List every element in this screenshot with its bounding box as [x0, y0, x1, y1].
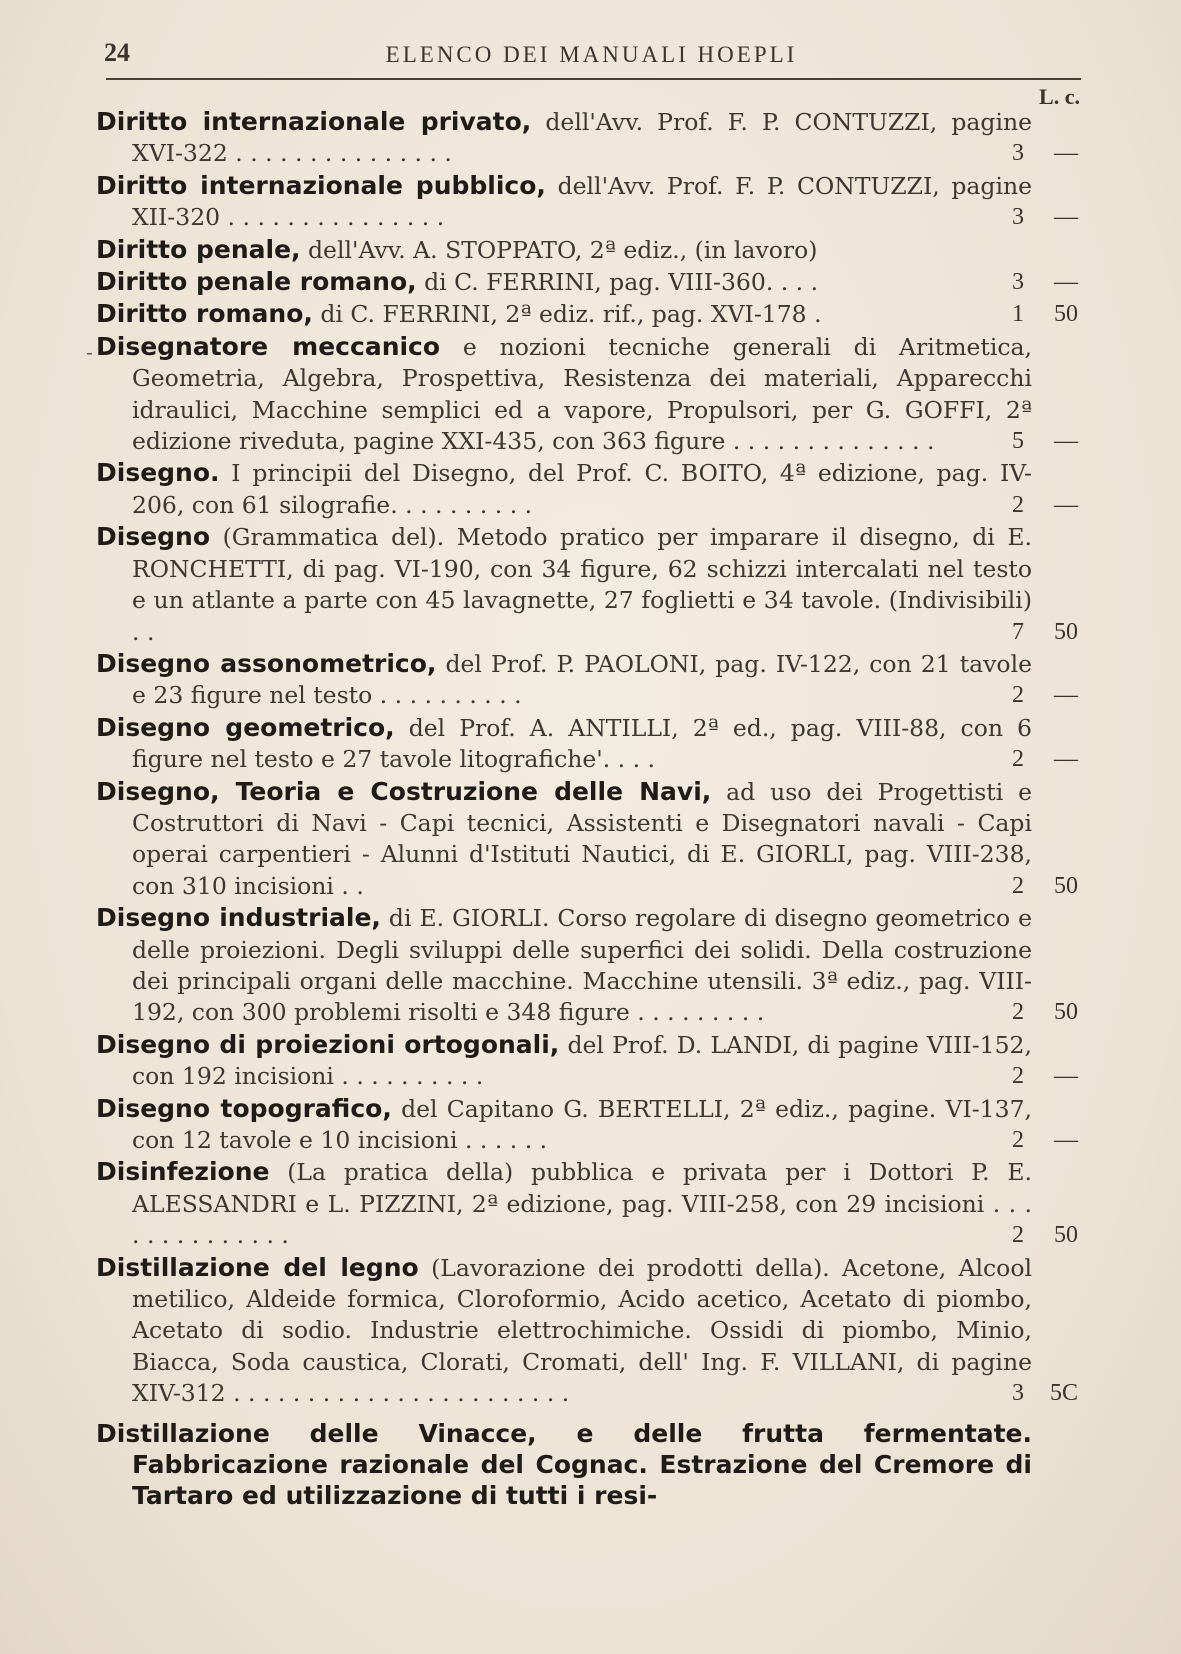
price-centesimi: 5C	[1049, 1380, 1078, 1407]
entry-text	[96, 521, 1032, 648]
entry-price	[1006, 235, 1086, 266]
entry-title: Disegno, Teoria e Costruzione delle Navi,	[96, 776, 712, 806]
entry-description: del Prof. P. PAOLONI, pag. IV-122, con 21 tavole e 23 figure nel testo . . . . . . . . . .	[132, 649, 1032, 710]
price-lire: 2	[1012, 491, 1024, 518]
entry-price	[1006, 997, 1086, 1028]
price-centesimi: —	[1054, 428, 1078, 455]
entry-title: Diritto penale,	[96, 234, 301, 264]
entry-title: Disegno topografico,	[96, 1093, 392, 1123]
entry-title: Disegno di proiezioni ortogonali,	[96, 1029, 560, 1059]
margin-mark: -	[86, 340, 93, 364]
entry-price	[1006, 871, 1086, 902]
entry-description: del Capitano G. BERTELLI, 2ª ediz., pagine. VI-137, con 12 tavole e 10 incisioni . . . . . .	[132, 1094, 1032, 1154]
entry-price	[1006, 680, 1086, 711]
entry-description: ad uso dei Progettisti e Costruttori di Navi - Capi tecnici, Assistenti e Disegnatori navali - Capi operai carpentieri - Alunni d'Istituti Nautici, di E. GIORLI, pag. VIII-238, con 310 incisioni . .	[132, 777, 1033, 900]
price-centesimi: 50	[1054, 618, 1078, 645]
price-centesimi: 50	[1054, 872, 1078, 899]
entry-price	[1006, 1220, 1086, 1251]
entry-price	[1006, 267, 1086, 298]
catalog-entry	[96, 331, 1086, 458]
catalog-entry	[96, 106, 1086, 170]
entry-text	[96, 331, 1032, 458]
entry-price	[1006, 490, 1086, 521]
entry-description: dell'Avv. A. STOPPATO, 2ª ediz., (in lavoro)	[300, 235, 818, 264]
price-centesimi: 50	[1054, 301, 1078, 328]
price-centesimi: —	[1054, 1063, 1078, 1090]
entry-title: Disegno.	[96, 458, 220, 488]
price-lire: 2	[1012, 1222, 1024, 1249]
price-centesimi: —	[1054, 746, 1078, 773]
price-lire: 5	[1012, 428, 1024, 455]
entry-description: di C. FERRINI, 2ª ediz. rif., pag. XVI-178 .	[312, 300, 822, 329]
entry-text	[96, 902, 1032, 1029]
entry-title: Disegnatore meccanico	[96, 331, 441, 361]
price-lire: 2	[1012, 1063, 1024, 1090]
entry-description: (Grammatica del). Metodo pratico per imparare il disegno, di E. RONCHETTI, di pag. VI-190, con 34 figure, 62 schizzi intercalati nel testo e un atlante a parte con 45 lavagnette, 27 foglietti e 34 tavole. (Indivisibili) . .	[132, 523, 1032, 646]
price-lire: 2	[1012, 682, 1024, 709]
page-header	[104, 38, 1079, 72]
price-lire: 2	[1012, 1127, 1024, 1153]
catalog-entry	[96, 712, 1086, 776]
price-centesimi: 50	[1054, 999, 1078, 1026]
price-centesimi: 50	[1054, 1222, 1078, 1249]
price-centesimi: —	[1054, 269, 1078, 296]
entry-description: dell'Avv. Prof. F. P. CONTUZZI, pagine XVI-322 . . . . . . . . . . . . . . .	[132, 108, 1032, 168]
entry-title: Distillazione del legno	[96, 1252, 419, 1282]
price-centesimi: —	[1054, 1127, 1078, 1153]
entry-description: (La pratica della) pubblica e privata per i Dottori P. E. ALESSANDRI e L. PIZZINI, 2ª edizione, pag. VIII-258, con 29 incisioni . . . . . . . . . . . . . .	[132, 1158, 1032, 1250]
catalog-entry	[96, 266, 1086, 298]
entry-title: Disegno geometrico,	[96, 712, 395, 742]
price-centesimi: —	[1054, 491, 1078, 518]
catalog-entry	[96, 1029, 1086, 1093]
entry-description: di E. GIORLI. Corso regolare di disegno geometrico e delle proiezioni. Degli sviluppi delle superfici dei solidi. Della costruzione dei principali organi delle macchine. Macchine utensili. 3ª ediz., pag. VIII-192, con 300 problemi risolti e 348 figure . . . . . . . . .	[132, 904, 1033, 1027]
entry-text	[96, 457, 1032, 521]
entry-description: dell'Avv. Prof. F. P. CONTUZZI, pagine XII-320 . . . . . . . . . . . . . . .	[132, 171, 1033, 232]
entry-text	[96, 234, 1032, 266]
catalog-entry-continued	[96, 1418, 1086, 1511]
entry-price	[1006, 426, 1086, 457]
price-lire: 3	[1012, 140, 1024, 167]
catalog-entries	[96, 106, 1086, 1511]
entry-title: Disegno assonometrico,	[96, 648, 437, 678]
entry-title: Disegno	[96, 522, 211, 552]
entry-text	[96, 1252, 1032, 1410]
catalog-entry	[96, 170, 1086, 234]
entry-text	[96, 1156, 1032, 1251]
entry-text	[96, 712, 1032, 776]
catalog-entry	[96, 1093, 1086, 1157]
entry-title: Diritto romano,	[96, 299, 313, 329]
entry-price	[1006, 1125, 1086, 1156]
entry-title: Diritto penale romano,	[96, 267, 417, 297]
page-number: 24	[104, 38, 130, 67]
price-lire: 1	[1012, 301, 1024, 328]
entry-title: Diritto internazionale privato,	[96, 107, 532, 136]
entry-text	[96, 170, 1032, 234]
entry-description: del Prof. D. LANDI, di pagine VIII-152, con 192 incisioni . . . . . . . . . .	[132, 1030, 1032, 1091]
entry-price	[1006, 202, 1086, 233]
entry-description: del Prof. A. ANTILLI, 2ª ed., pag. VIII-88, con 6 figure nel testo e 27 tavole litografiche'. . . .	[132, 713, 1032, 774]
catalog-entry	[96, 776, 1086, 903]
catalog-entry	[96, 648, 1086, 712]
entry-price	[1006, 299, 1086, 330]
price-lire: 2	[1012, 746, 1024, 773]
catalog-entry	[96, 1252, 1086, 1410]
entry-price	[1006, 138, 1086, 169]
price-lire: 3	[1012, 1380, 1024, 1407]
entry-text	[96, 1093, 1032, 1157]
price-lire: 3	[1012, 204, 1024, 231]
entry-description: e nozioni tecniche generali di Aritmetica, Geometria, Algebra, Prospettiva, Resistenza dei materiali, Apparecchi idraulici, Macchine semplici ed a vapore, Propulsori, per G. GOFFI, 2ª edizione riveduta, pagine XXI-435, con 363 figure . . . . . . . . . . . . . .	[132, 332, 1032, 456]
catalog-entry	[96, 298, 1086, 330]
header-rule	[106, 78, 1081, 80]
entry-text	[96, 266, 1032, 298]
entry-price	[1006, 1061, 1086, 1092]
entry-text	[96, 648, 1032, 712]
entry-price	[1006, 744, 1086, 775]
catalog-entry	[96, 1156, 1086, 1251]
entry-description: I principii del Disegno, del Prof. C. BOITO, 4ª edizione, pag. IV-206, con 61 silografie. . . . . . . . . .	[132, 459, 1032, 519]
entry-text	[96, 106, 1032, 170]
catalog-entry	[96, 902, 1086, 1029]
entry-title: Distillazione delle Vinacce, e delle frutta fermentate. Fabbricazione razionale del Cognac. Estrazione del Cremore di Tartaro ed utilizzazione di tutti i resi-	[96, 1418, 1032, 1510]
price-lire: 7	[1012, 618, 1024, 645]
running-title: ELENCO DEI MANUALI HOEPLI	[385, 42, 798, 67]
price-centesimi: —	[1054, 140, 1078, 167]
catalog-entry	[96, 457, 1086, 521]
catalog-entry	[96, 234, 1086, 266]
entry-description: (Lavorazione dei prodotti della). Acetone, Alcool metilico, Aldeide formica, Cloroformio, Acido acetico, Acetato di piombo, Acetato di sodio. Industrie elettrochimiche. Ossidi di piombo, Minio, Biacca, Soda caustica, Clorati, Cromati, dell' Ing. F. VILLANI, di pagine XIV-312 . . . . . . . . . . . . . . . . . . . . . . .	[132, 1253, 1032, 1408]
currency-column-header: L. c.	[1039, 84, 1080, 109]
entry-text	[96, 1029, 1032, 1093]
entry-title: Disinfezione	[96, 1157, 270, 1187]
entry-text	[96, 776, 1032, 903]
entry-title: Diritto internazionale pubblico,	[96, 170, 546, 200]
price-lire: 2	[1012, 872, 1024, 899]
price-lire: 3	[1012, 269, 1024, 296]
entry-price	[1006, 617, 1086, 648]
entry-description: di C. FERRINI, pag. VIII-360. . . .	[416, 268, 819, 297]
entry-text	[96, 298, 1032, 330]
price-centesimi: —	[1054, 682, 1078, 709]
price-centesimi: —	[1054, 204, 1078, 231]
catalog-entry	[96, 521, 1086, 648]
entry-title: Disegno industriale,	[96, 903, 381, 933]
entry-price	[1006, 1378, 1086, 1409]
price-lire: 2	[1012, 999, 1024, 1026]
